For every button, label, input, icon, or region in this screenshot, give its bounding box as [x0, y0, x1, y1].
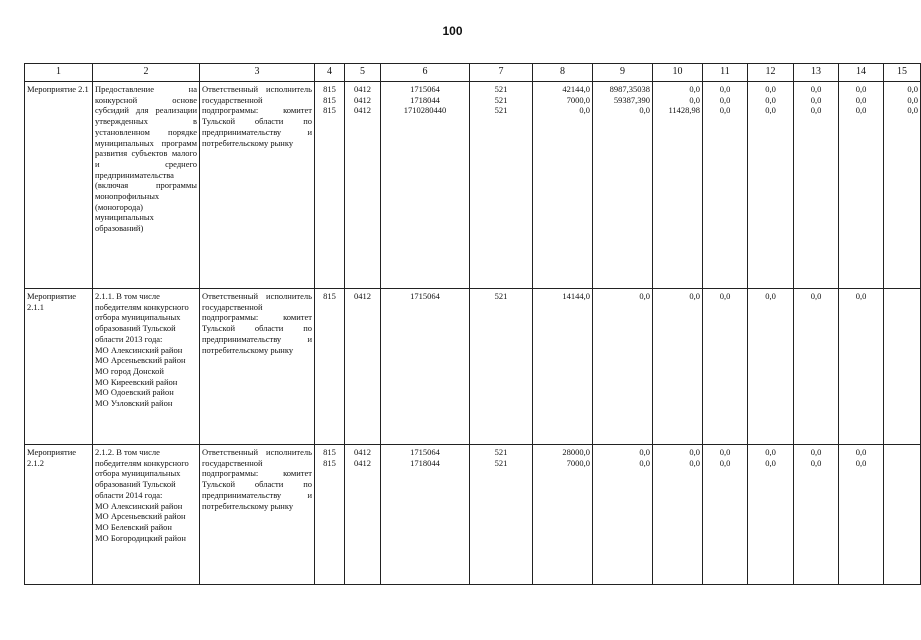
cell-value: 1718044	[410, 94, 440, 105]
amount-cell	[794, 445, 839, 585]
cell-value: 0412	[354, 84, 371, 94]
description-intro: 2.1.2. В том числе победителям конкурсного отбора муниципальных образований Тульской области 2014 года:	[95, 447, 189, 500]
grbs-code-cell	[315, 82, 345, 289]
amount-cell	[884, 289, 921, 445]
amount-cell	[593, 445, 653, 585]
cell-value: 7000,0	[566, 94, 590, 105]
amount-cell	[703, 289, 748, 445]
cell-value: 1715064	[410, 84, 440, 94]
cell-value: 0,0	[689, 84, 700, 94]
cell-value: 0,0	[765, 291, 776, 301]
header-cell: 1	[25, 64, 93, 82]
cell-value: 0,0	[719, 457, 731, 468]
header-cell: 14	[839, 64, 884, 82]
cell-value: 0,0	[765, 447, 776, 457]
amount-cell	[748, 289, 794, 445]
amount-cell	[839, 82, 884, 289]
cell-value: 0,0	[810, 105, 822, 116]
amount-cell	[748, 445, 794, 585]
cell-value: 1710280440	[403, 105, 447, 116]
target-code-cell	[381, 82, 470, 289]
header-cell: 15	[884, 64, 921, 82]
amount-cell	[839, 289, 884, 445]
amount-cell	[593, 289, 653, 445]
cell-value: 11428,98	[668, 105, 700, 116]
cell-value: 14144,0	[562, 291, 590, 301]
table-row	[25, 445, 921, 585]
header-cell: 6	[381, 64, 470, 82]
executor-cell: Ответственный исполнитель государственной подпрограммы: комитет Тульской области по предпринимательству и потребительскому рынку	[200, 445, 315, 585]
amount-cell	[533, 445, 593, 585]
cell-value: 521	[494, 447, 508, 457]
target-code-cell	[381, 289, 470, 445]
municipality-item: МО Киреевский район	[95, 376, 178, 387]
cell-value: 0,0	[689, 94, 700, 105]
cell-value: 28000,0	[562, 447, 590, 457]
section-code-cell	[345, 445, 381, 585]
cell-value: 815	[323, 291, 336, 301]
cell-value: 0412	[354, 457, 371, 468]
amount-cell	[884, 82, 921, 289]
cell-value: 0412	[354, 94, 371, 105]
cell-value: 0,0	[639, 447, 650, 457]
cell-value: 0,0	[907, 94, 918, 105]
event-description-cell	[93, 289, 200, 445]
municipality-item: МО город Донской	[95, 365, 164, 376]
grbs-code-cell	[315, 445, 345, 585]
cell-value: 0,0	[810, 84, 822, 94]
budget-table	[24, 63, 921, 585]
section-code-cell	[345, 82, 381, 289]
cell-value: 521	[494, 94, 508, 105]
amount-cell	[533, 289, 593, 445]
municipality-item: МО Алексинский район	[95, 500, 183, 511]
cell-value: 0412	[354, 105, 371, 116]
cell-value: 815	[323, 105, 336, 116]
amount-cell	[703, 82, 748, 289]
cell-value: 8987,35038	[609, 84, 650, 94]
header-cell: 11	[703, 64, 748, 82]
cell-value: 0,0	[855, 105, 867, 116]
cell-value: 0,0	[579, 105, 590, 116]
cell-value: 0,0	[855, 291, 867, 301]
municipality-item: МО Арсеньевский район	[95, 511, 186, 522]
header-cell: 2	[93, 64, 200, 82]
cell-value: 0,0	[765, 84, 776, 94]
cell-value: 1715064	[410, 447, 440, 457]
cell-value: 0,0	[855, 457, 867, 468]
amount-cell	[653, 289, 703, 445]
cell-value: 0,0	[639, 457, 650, 468]
cell-value: 0,0	[639, 105, 650, 116]
cell-value: 815	[323, 84, 336, 94]
municipality-item: МО Узловский район	[95, 398, 173, 409]
executor-cell: Ответственный исполнитель государственной подпрограммы: комитет Тульской области по предпринимательству и потребительскому рынку	[200, 82, 315, 289]
cell-value: 0,0	[689, 447, 700, 457]
municipality-item: МО Арсеньевский район	[95, 355, 186, 366]
cell-value: 0,0	[719, 84, 731, 94]
cell-value: 0,0	[810, 291, 822, 301]
target-code-cell	[381, 445, 470, 585]
amount-cell	[653, 445, 703, 585]
cell-value: 521	[494, 457, 508, 468]
cell-value: 815	[323, 94, 336, 105]
cell-value: 0,0	[907, 84, 918, 94]
amount-cell	[748, 82, 794, 289]
header-cell: 12	[748, 64, 794, 82]
cell-value: 42144,0	[562, 84, 590, 94]
amount-cell	[533, 82, 593, 289]
event-description-cell	[93, 445, 200, 585]
cell-value: 0,0	[719, 447, 731, 457]
event-name-cell: Мероприятие 2.1.2	[25, 445, 93, 585]
table-row	[25, 289, 921, 445]
amount-cell	[653, 82, 703, 289]
event-description-cell: Предоставление на конкурсной основе субсидий для реализации утвержденных в установленном порядке муниципальных программ развития субъектов малого и среднего предпринимательства (включая программы монопрофильных (моногорода) муниципальных образований)	[93, 82, 200, 289]
cell-value: 0,0	[810, 457, 822, 468]
cell-value: 521	[494, 291, 508, 301]
cell-value: 521	[494, 105, 508, 116]
amount-cell	[703, 445, 748, 585]
cell-value: 1718044	[410, 457, 440, 468]
cell-value: 815	[323, 457, 336, 468]
expense-type-cell	[470, 289, 533, 445]
cell-value: 0,0	[907, 105, 918, 116]
cell-value: 0,0	[719, 105, 731, 116]
cell-value: 0412	[354, 291, 371, 301]
cell-value: 0,0	[765, 94, 776, 105]
header-cell: 4	[315, 64, 345, 82]
cell-value: 0,0	[689, 291, 700, 301]
cell-value: 59387,390	[613, 94, 650, 105]
cell-value: 0,0	[855, 447, 867, 457]
cell-value: 0,0	[810, 94, 822, 105]
header-cell: 7	[470, 64, 533, 82]
cell-value: 0,0	[855, 94, 867, 105]
table-row	[25, 82, 921, 289]
amount-cell	[593, 82, 653, 289]
cell-value: 0412	[354, 447, 371, 457]
municipality-item: МО Богородицкий район	[95, 532, 186, 543]
cell-value: 0,0	[719, 291, 731, 301]
cell-value: 1715064	[410, 291, 440, 301]
section-code-cell	[345, 289, 381, 445]
cell-value: 0,0	[765, 457, 776, 468]
header-cell: 13	[794, 64, 839, 82]
description-intro: 2.1.1. В том числе победителям конкурсного отбора муниципальных образований Тульской области 2013 года:	[95, 291, 189, 344]
cell-value: 521	[494, 84, 508, 94]
header-cell: 8	[533, 64, 593, 82]
cell-value: 0,0	[639, 291, 650, 301]
cell-value: 815	[323, 447, 336, 457]
municipality-item: МО Белевский район	[95, 521, 172, 532]
header-cell: 5	[345, 64, 381, 82]
cell-value: 7000,0	[566, 457, 590, 468]
amount-cell	[884, 445, 921, 585]
cell-value: 0,0	[855, 84, 867, 94]
amount-cell	[794, 82, 839, 289]
municipality-item: МО Алексинский район	[95, 344, 183, 355]
cell-value: 0,0	[765, 105, 776, 116]
header-cell: 3	[200, 64, 315, 82]
amount-cell	[794, 289, 839, 445]
event-name-cell: Мероприятие 2.1.1	[25, 289, 93, 445]
cell-value: 0,0	[810, 447, 822, 457]
header-cell: 9	[593, 64, 653, 82]
municipality-item: МО Одоевский район	[95, 387, 174, 398]
page-number: 100	[442, 24, 463, 38]
header-row	[25, 64, 921, 82]
amount-cell	[839, 445, 884, 585]
executor-cell: Ответственный исполнитель государственной подпрограммы: комитет Тульской области по предпринимательству и потребительскому рынку	[200, 289, 315, 445]
expense-type-cell	[470, 82, 533, 289]
cell-value: 0,0	[689, 457, 700, 468]
event-name-cell: Мероприятие 2.1	[25, 82, 93, 289]
grbs-code-cell	[315, 289, 345, 445]
header-cell: 10	[653, 64, 703, 82]
cell-value: 0,0	[719, 94, 731, 105]
expense-type-cell	[470, 445, 533, 585]
